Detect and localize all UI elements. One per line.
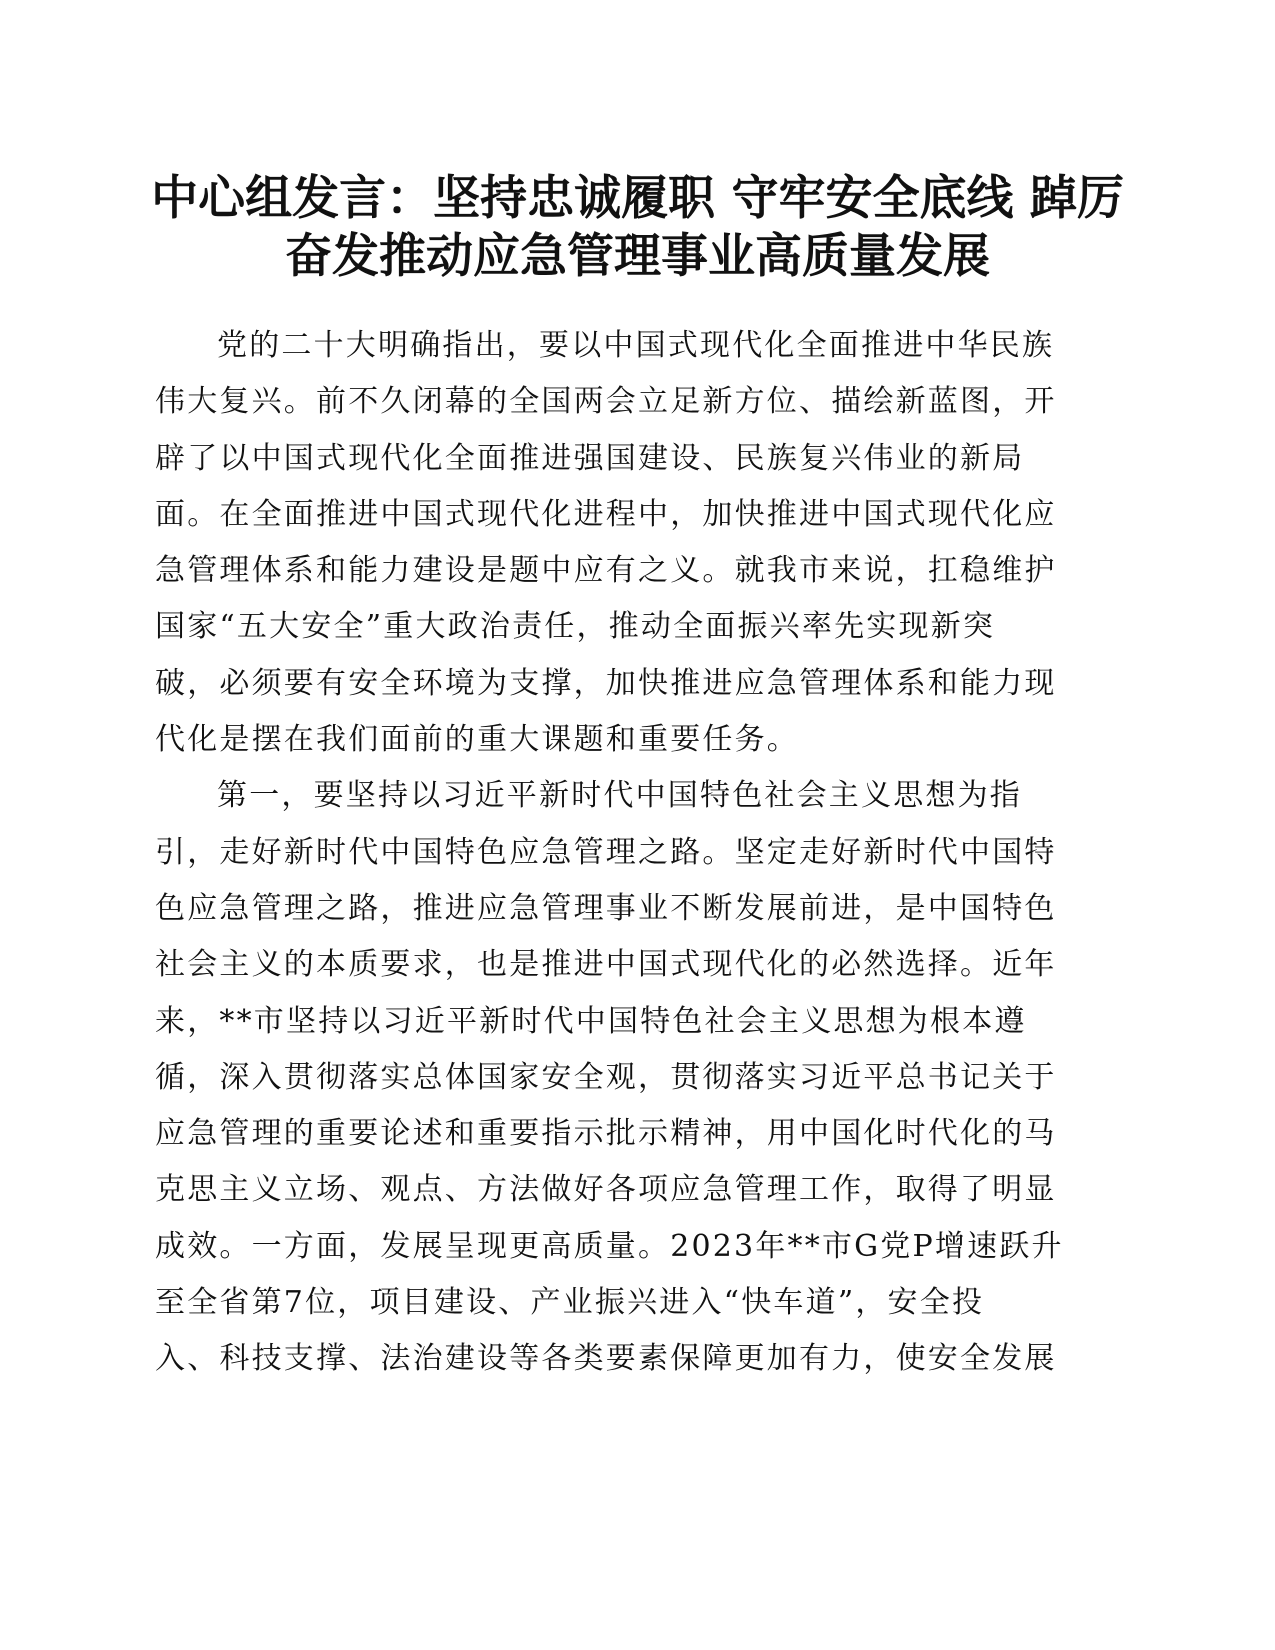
paragraph-line: 第一，要坚持以习近平新时代中国特色社会主义思想为指 bbox=[217, 778, 1022, 814]
paragraph-2 bbox=[155, 768, 1085, 1387]
paragraph-line: 引，走好新时代中国特色应急管理之路。坚定走好新时代中国特 bbox=[155, 834, 1057, 870]
paragraph-line: 至全省第7位，项目建设、产业振兴进入“快车道”，安全投 bbox=[155, 1285, 985, 1321]
paragraph-line: 循，深入贯彻落实总体国家安全观，贯彻落实习近平总书记关于 bbox=[155, 1059, 1057, 1095]
paragraph-line: 代化是摆在我们面前的重大课题和重要任务。 bbox=[155, 722, 799, 758]
paragraph-1 bbox=[155, 318, 1085, 768]
paragraph-line: 来，**市坚持以习近平新时代中国特色社会主义思想为根本遵 bbox=[155, 1003, 1027, 1039]
document-body bbox=[155, 318, 1085, 1388]
paragraph-line: 辟了以中国式现代化全面推进强国建设、民族复兴伟业的新局 bbox=[155, 440, 1025, 476]
paragraph-line: 破，必须要有安全环境为支撑，加快推进应急管理体系和能力现 bbox=[155, 665, 1057, 701]
paragraph-line: 色应急管理之路，推进应急管理事业不断发展前进，是中国特色 bbox=[155, 890, 1057, 926]
paragraph-line: 入、科技支撑、法治建设等各类要素保障更加有力，使安全发展 bbox=[155, 1341, 1057, 1377]
paragraph-line: 应急管理的重要论述和重要指示批示精神，用中国化时代化的马 bbox=[155, 1116, 1057, 1152]
paragraph-line: 国家“五大安全”重大政治责任，推动全面振兴率先实现新突 bbox=[155, 609, 996, 645]
title-line-2: 奋发推动应急管理事业高质量发展 bbox=[285, 229, 990, 284]
paragraph-line: 克思主义立场、观点、方法做好各项应急管理工作，取得了明显 bbox=[155, 1172, 1057, 1208]
paragraph-line: 党的二十大明确指出，要以中国式现代化全面推进中华民族 bbox=[217, 328, 1055, 363]
paragraph-line: 社会主义的本质要求，也是推进中国式现代化的必然选择。近年 bbox=[155, 947, 1057, 983]
document-title bbox=[140, 170, 1135, 286]
title-line-1: 中心组发言：坚持忠诚履职 守牢安全底线 踔厉 bbox=[151, 171, 1124, 226]
paragraph-line: 成效。一方面，发展呈现更高质量。2023年**市G党P增速跃升 bbox=[155, 1228, 1064, 1264]
paragraph-line: 急管理体系和能力建设是题中应有之义。就我市来说，扛稳维护 bbox=[155, 553, 1057, 589]
paragraph-line: 面。在全面推进中国式现代化进程中，加快推进中国式现代化应 bbox=[155, 496, 1057, 532]
paragraph-line: 伟大复兴。前不久闭幕的全国两会立足新方位、描绘新蓝图，开 bbox=[155, 384, 1057, 420]
